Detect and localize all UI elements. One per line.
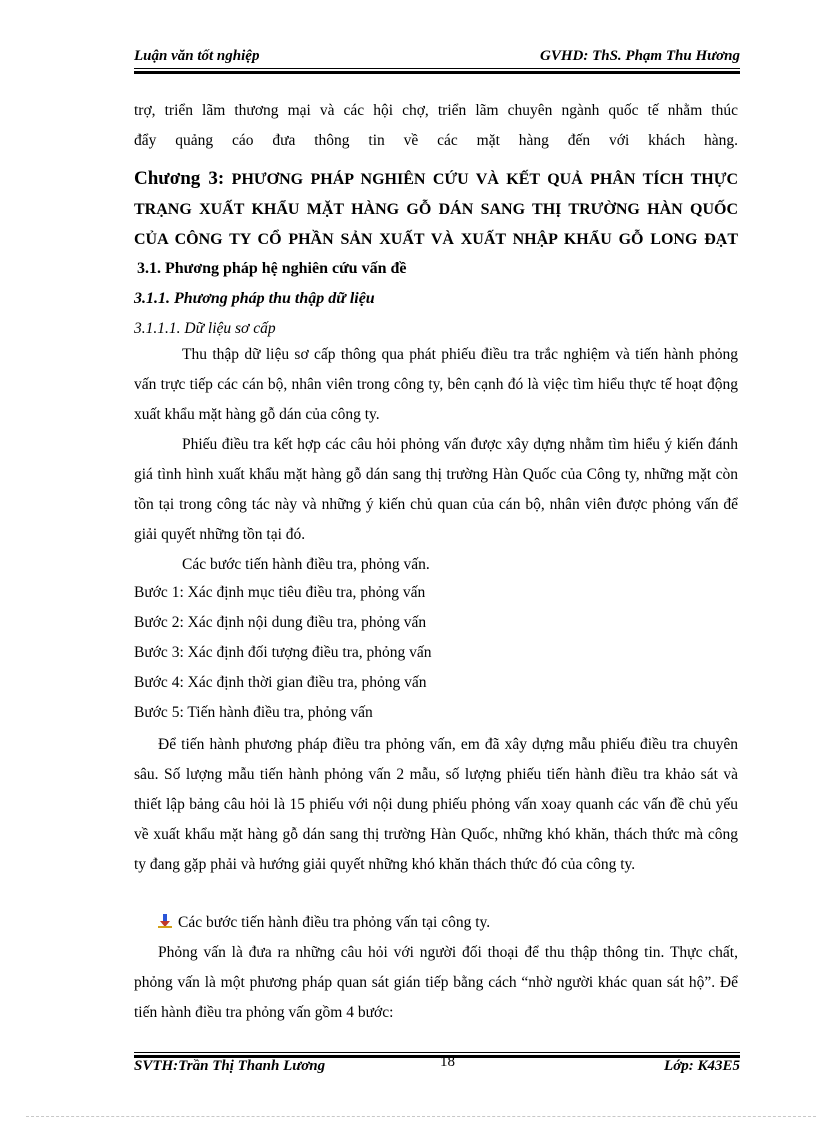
chapter-label: Chương 3:: [134, 168, 225, 189]
header-rule: [134, 68, 740, 69]
intro-line-2: đẩy quảng cáo đưa thông tin về các mặt hàng đến với khách hàng.: [134, 132, 738, 149]
arrow-bullet-icon: [158, 914, 172, 928]
section-3-1-1: 3.1.1. Phương pháp thu thập dữ liệu: [134, 290, 375, 307]
header-right: GVHD: ThS. Phạm Thu Hương: [540, 48, 740, 64]
page-edge: [26, 1116, 816, 1117]
chapter-title-line-1: PHƯƠNG PHÁP NGHIÊN CỨU VÀ KẾT QUẢ PHÂN TÍCH THỰC: [231, 171, 739, 188]
step-4: Bước 4: Xác định thời gian điều tra, phỏng vấn: [134, 674, 427, 691]
chapter-title-line-3: CỦA CÔNG TY CỔ PHẦN SẢN XUẤT VÀ XUẤT NHẬP KHẨU GỖ LONG ĐẠT: [134, 231, 738, 248]
bullet-item: [158, 908, 738, 938]
footer-right: Lớp: K43E5: [664, 1058, 740, 1074]
bullet-text: Các bước tiến hành điều tra phỏng vấn tại công ty.: [178, 914, 491, 931]
step-5: Bước 5: Tiến hành điều tra, phỏng vấn: [134, 704, 373, 721]
chapter-heading: [134, 164, 738, 255]
paragraph-2: Phiếu điều tra kết hợp các câu hỏi phỏng vấn được xây dựng nhằm tìm hiểu ý kiến đánh giá tình hình xuất khẩu mặt hàng gỗ dán sang thị trường Hàn Quốc của Công ty, những mặt còn tồn tại trong công tác này và những ý kiến chủ quan của cán bộ, nhân viên được phỏng vấn để giải quyết những tồn tại đó.: [134, 436, 738, 543]
page-number: 18: [440, 1054, 455, 1070]
intro-line-1: trợ, triển lãm thương mại và các hội chợ, triển lãm chuyên ngành quốc tế nhằm thúc: [134, 102, 738, 119]
section-3-1: 3.1. Phương pháp hệ nghiên cứu vấn đề: [137, 260, 407, 277]
page-footer: [134, 1054, 740, 1082]
step-1: Bước 1: Xác định mục tiêu điều tra, phỏng vấn: [134, 584, 426, 601]
paragraph-4: Để tiến hành phương pháp điều tra phỏng vấn, em đã xây dựng mẫu phiếu điều tra chuyên sâu. Số lượng mẫu tiến hành phỏng vấn 2 mẫu, số lượng phiếu tiến hành điều tra khảo sát và thiết lập bảng câu hỏi là 15 phiếu với nội dung phiếu phỏng vấn xoay quanh các vấn đề chủ yếu về xuất khẩu mặt hàng gỗ dán sang thị trường Hàn Quốc, những khó khăn, thách thức mà công ty đang gặp phải và hướng giải quyết những khó khăn thách thức đó của công ty.: [134, 736, 738, 873]
chapter-title-line-2: TRẠNG XUẤT KHẨU MẶT HÀNG GỖ DÁN SANG THỊ TRƯỜNG HÀN QUỐC: [134, 201, 738, 218]
header-left: Luận văn tốt nghiệp: [134, 48, 260, 64]
footer-rule: [134, 1052, 740, 1053]
paragraph-3: Các bước tiến hành điều tra, phỏng vấn.: [182, 556, 430, 573]
page-header: [134, 46, 740, 68]
step-3: Bước 3: Xác định đối tượng điều tra, phỏng vấn: [134, 644, 432, 661]
footer-left: SVTH:Trần Thị Thanh Lương: [134, 1058, 326, 1074]
paragraph-1: Thu thập dữ liệu sơ cấp thông qua phát phiếu điều tra trắc nghiệm và tiến hành phỏng vấn trực tiếp các cán bộ, nhân viên trong công ty, bên cạnh đó là việc tìm hiểu thực tế hoạt động xuất khẩu mặt hàng gỗ dán của công ty.: [134, 346, 738, 423]
section-3-1-1-1: 3.1.1.1. Dữ liệu sơ cấp: [134, 320, 276, 337]
step-2: Bước 2: Xác định nội dung điều tra, phỏng vấn: [134, 614, 427, 631]
paragraph-5: Phỏng vấn là đưa ra những câu hỏi với người đối thoại để thu thập thông tin. Thực chất, phỏng vấn là một phương pháp quan sát gián tiếp bằng cách “nhờ người khác quan sát hộ”. Để tiến hành điều tra phỏng vấn gồm 4 bước:: [134, 944, 738, 1021]
header-rule-thick: [134, 71, 740, 74]
